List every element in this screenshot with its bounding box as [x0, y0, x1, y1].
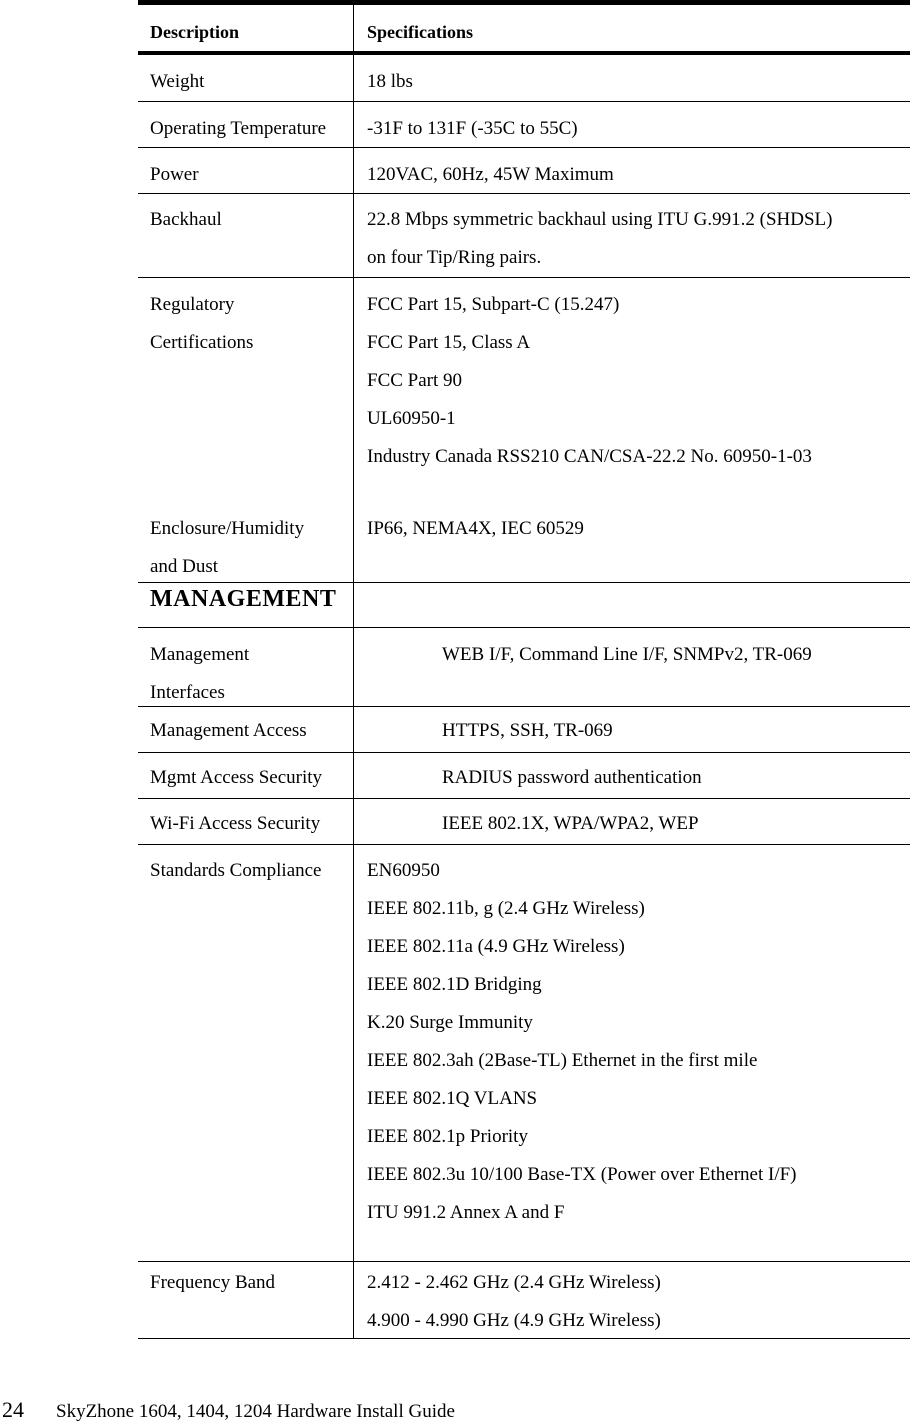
- row-spec: K.20 Surge Immunity: [367, 1012, 533, 1033]
- row-description: Backhaul: [150, 209, 222, 230]
- table-row: [138, 753, 910, 799]
- row-spec: FCC Part 15, Class A: [367, 332, 531, 353]
- row-description: Regulatory: [150, 294, 235, 315]
- table-row: [138, 845, 910, 1262]
- row-spec: 120VAC, 60Hz, 45W Maximum: [367, 164, 614, 185]
- row-description: Management: [150, 644, 250, 665]
- section-heading-row: [138, 583, 910, 628]
- row-spec: FCC Part 90: [367, 370, 463, 391]
- row-spec: UL60950-1: [367, 408, 456, 429]
- row-spec: Industry Canada RSS210 CAN/CSA-22.2 No. 60950-1-03: [367, 446, 812, 467]
- row-spec: HTTPS, SSH, TR-069: [442, 720, 613, 741]
- table-row: [138, 278, 910, 506]
- row-spec: WEB I/F, Command Line I/F, SNMPv2, TR-069: [442, 644, 812, 665]
- row-spec: IEEE 802.11b, g (2.4 GHz Wireless): [367, 898, 645, 919]
- row-description: Operating Temperature: [150, 118, 327, 139]
- row-spec: EN60950: [367, 860, 440, 881]
- header-description: Description: [150, 22, 239, 42]
- table-row: [138, 148, 910, 194]
- row-spec: IEEE 802.1Q VLANS: [367, 1088, 538, 1109]
- table-row: [138, 628, 910, 707]
- row-description: Mgmt Access Security: [150, 767, 323, 788]
- row-spec: -31F to 131F (-35C to 55C): [367, 118, 578, 139]
- row-spec: 4.900 - 4.990 GHz (4.9 GHz Wireless): [367, 1310, 661, 1331]
- row-spec: IEEE 802.1X, WPA/WPA2, WEP: [442, 813, 699, 834]
- row-description: Wi-Fi Access Security: [150, 813, 321, 834]
- table-row: [138, 707, 910, 753]
- table-header: [138, 5, 910, 55]
- row-spec: 2.412 - 2.462 GHz (2.4 GHz Wireless): [367, 1272, 661, 1293]
- row-spec: IEEE 802.3ah (2Base-TL) Ethernet in the first mile: [367, 1050, 758, 1071]
- row-spec: 18 lbs: [367, 71, 413, 92]
- row-spec: on four Tip/Ring pairs.: [367, 247, 542, 268]
- document-title: SkyZhone 1604, 1404, 1204 Hardware Install Guide: [56, 1401, 455, 1422]
- row-description: Enclosure/Humidity: [150, 518, 305, 539]
- row-description: Standards Compliance: [150, 860, 322, 881]
- table-row: [138, 102, 910, 148]
- row-spec: IEEE 802.1D Bridging: [367, 974, 542, 995]
- row-spec: IP66, NEMA4X, IEC 60529: [367, 518, 584, 539]
- table-row: [138, 506, 910, 583]
- row-spec: 22.8 Mbps symmetric backhaul using ITU G.991.2 (SHDSL): [367, 209, 833, 230]
- row-description: Management Access: [150, 720, 307, 741]
- row-description: Interfaces: [150, 682, 225, 703]
- section-heading: MANAGEMENT: [150, 586, 337, 612]
- table-row: [138, 1262, 910, 1339]
- spec-table: [138, 0, 910, 1339]
- row-spec: IEEE 802.1p Priority: [367, 1126, 528, 1147]
- table-row: [138, 194, 910, 278]
- row-description: Weight: [150, 71, 205, 92]
- page-footer: [0, 1397, 910, 1427]
- page-number: 24: [2, 1397, 24, 1422]
- row-description: Frequency Band: [150, 1272, 276, 1293]
- table-row: [138, 55, 910, 102]
- row-spec: FCC Part 15, Subpart-C (15.247): [367, 294, 620, 315]
- row-spec: IEEE 802.11a (4.9 GHz Wireless): [367, 936, 625, 957]
- table-row: [138, 799, 910, 845]
- row-spec: RADIUS password authentication: [442, 767, 702, 788]
- row-description: Certifications: [150, 332, 254, 353]
- row-spec: ITU 991.2 Annex A and F: [367, 1202, 565, 1223]
- row-description: and Dust: [150, 556, 219, 577]
- row-description: Power: [150, 164, 199, 185]
- row-spec: IEEE 802.3u 10/100 Base-TX (Power over Ethernet I/F): [367, 1164, 797, 1185]
- header-specifications: Specifications: [367, 22, 473, 42]
